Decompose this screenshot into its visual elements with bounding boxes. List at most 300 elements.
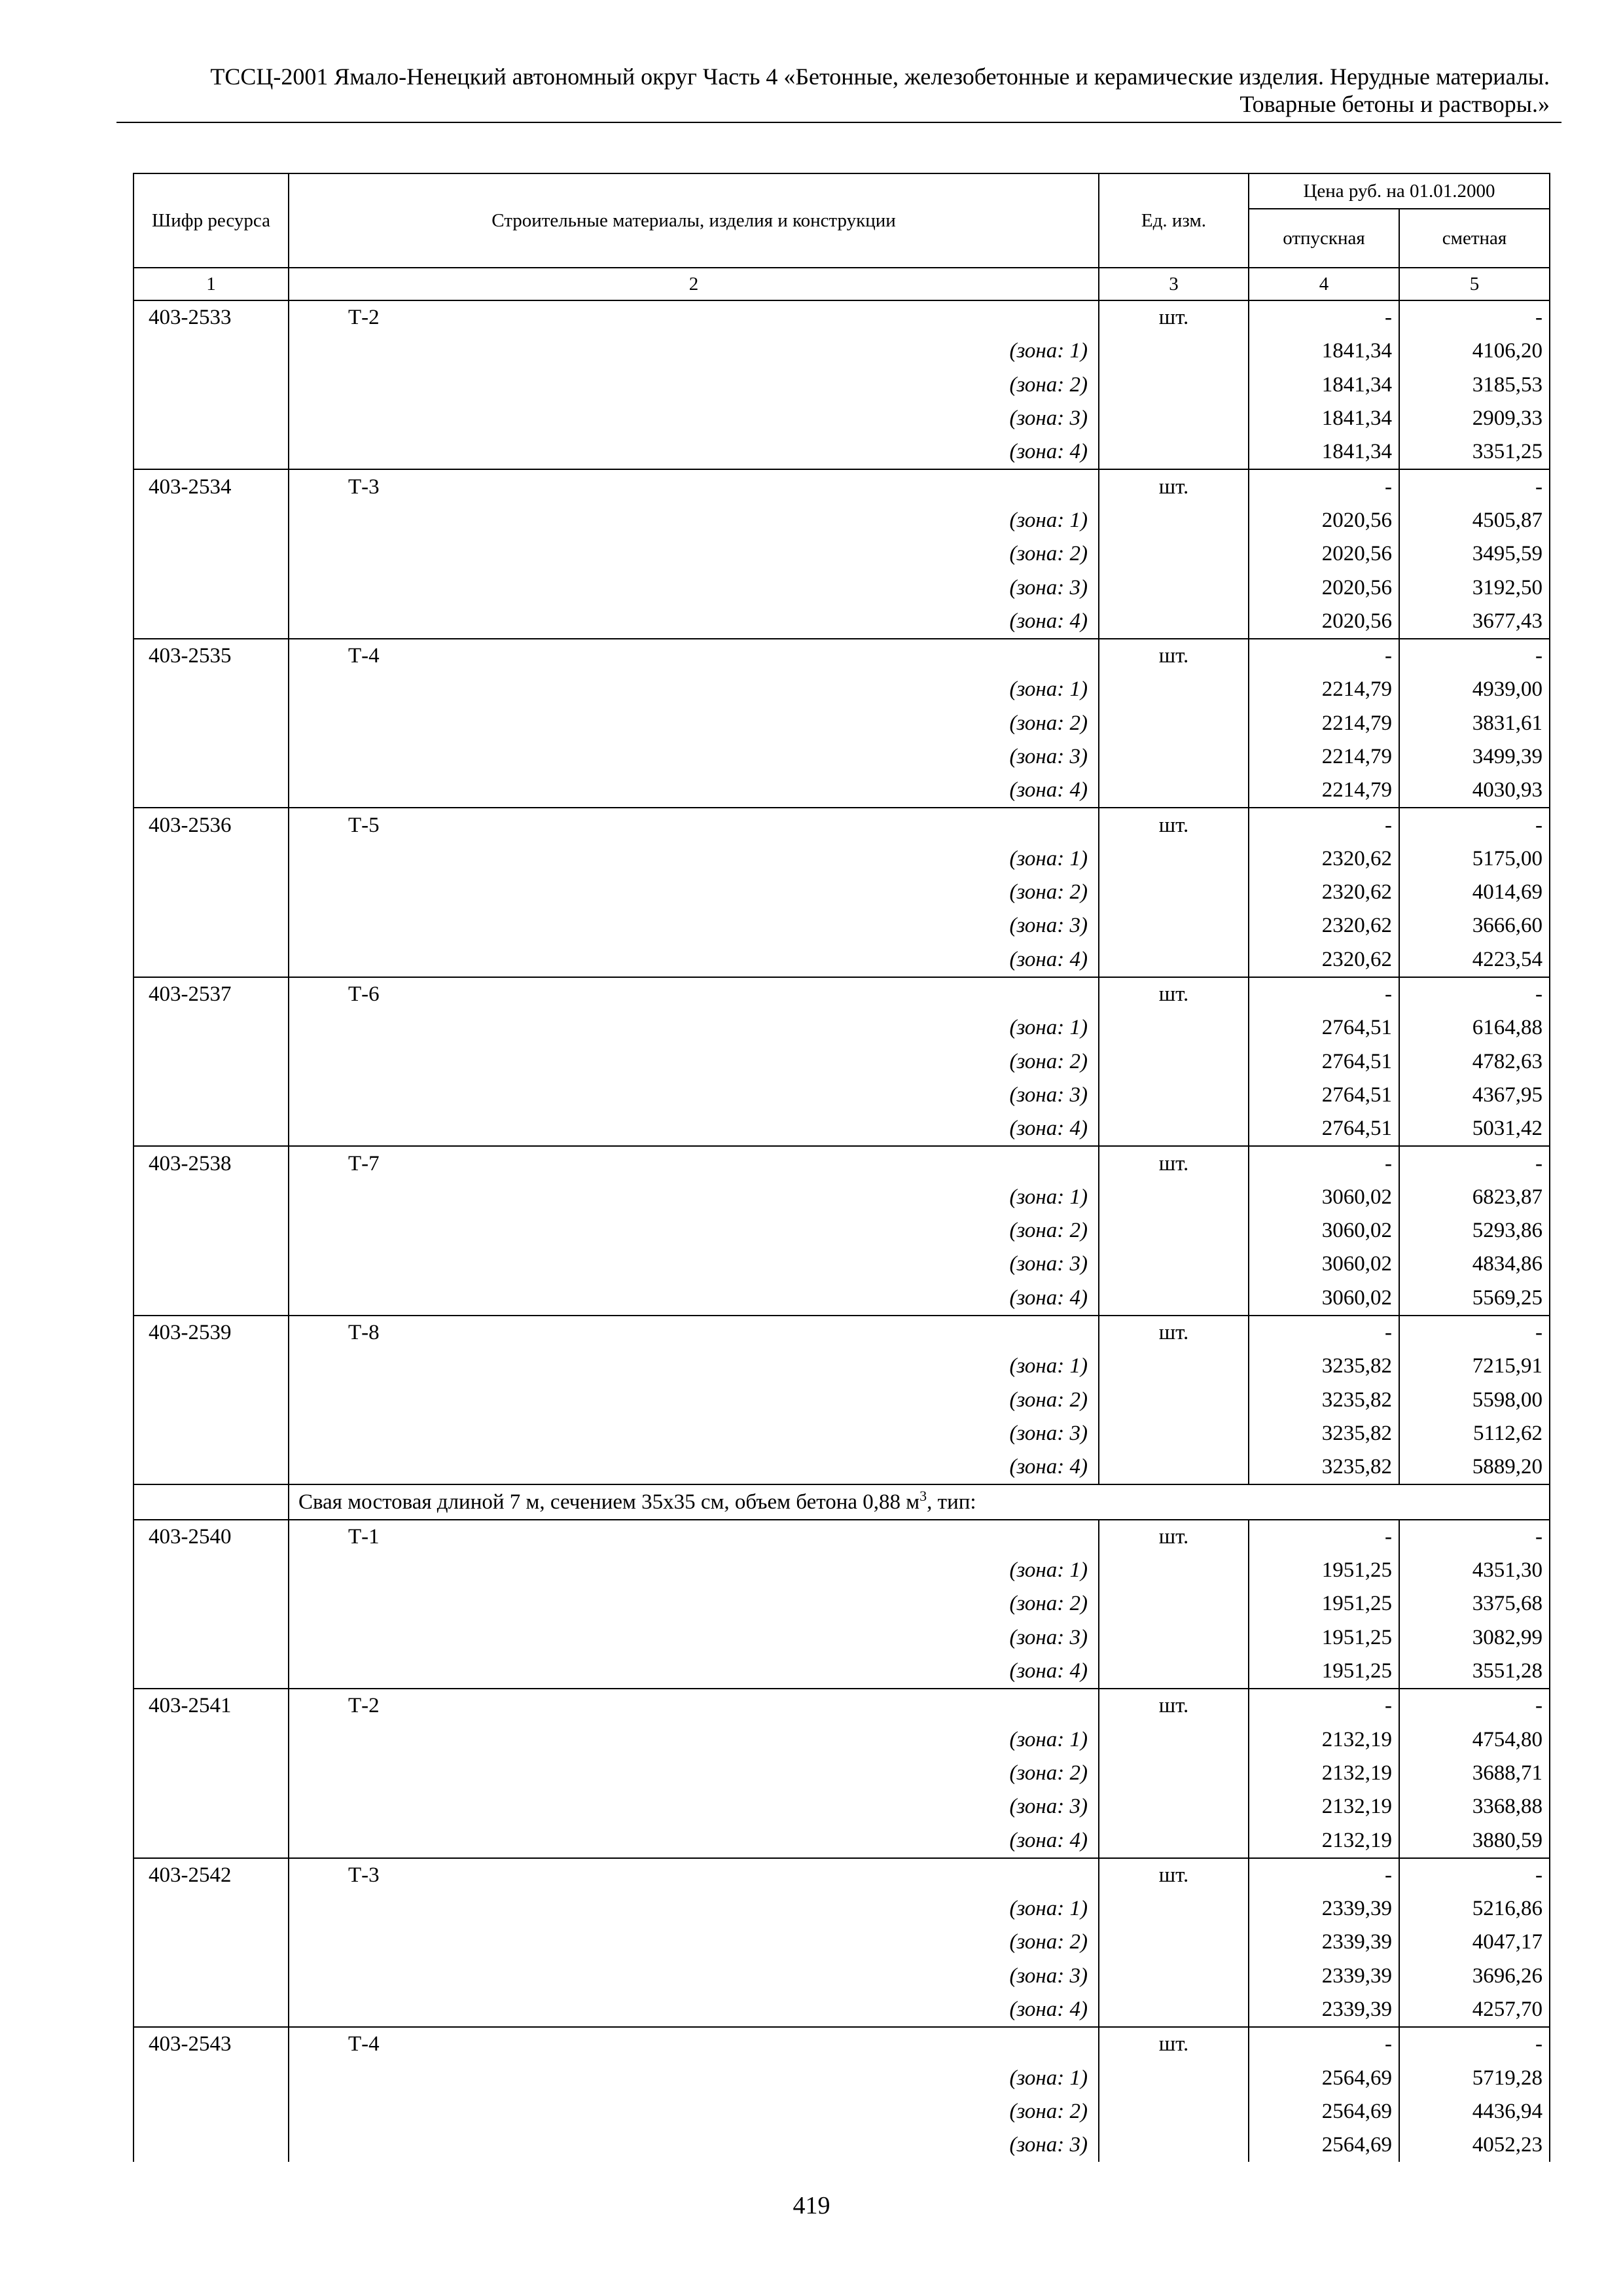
resource-code	[134, 605, 289, 639]
resource-code	[134, 1926, 289, 1959]
zone-label: (зона: 4)	[289, 1450, 1099, 1484]
zone-row	[134, 1417, 1550, 1450]
zone-label: (зона: 3)	[289, 1960, 1099, 1993]
release-price: 1951,25	[1249, 1587, 1399, 1621]
col-code-header: Шифр ресурса	[134, 173, 289, 268]
resource-code	[134, 876, 289, 909]
resource-code: 403-2536	[134, 808, 289, 842]
zone-label: (зона: 3)	[289, 1247, 1099, 1281]
resource-code: 403-2540	[134, 1520, 289, 1554]
unit	[1099, 1045, 1249, 1079]
unit	[1099, 774, 1249, 808]
unit	[1099, 1993, 1249, 2027]
table-row	[134, 1689, 1550, 1723]
zone-label: (зона: 2)	[289, 2095, 1099, 2128]
release-price: 2764,51	[1249, 1011, 1399, 1045]
zone-row	[134, 1587, 1550, 1621]
release-price: 2564,69	[1249, 2095, 1399, 2128]
zone-label: (зона: 2)	[289, 1757, 1099, 1790]
estimate-price: 3082,99	[1399, 1621, 1550, 1655]
estimate-price: 3499,39	[1399, 740, 1550, 774]
release-price: -	[1249, 1146, 1399, 1180]
estimate-price: 3666,60	[1399, 909, 1550, 942]
zone-label: (зона: 1)	[289, 673, 1099, 706]
resource-code	[134, 673, 289, 706]
release-price: 3235,82	[1249, 1450, 1399, 1484]
release-price: 3235,82	[1249, 1350, 1399, 1383]
estimate-price: 5293,86	[1399, 1214, 1550, 1247]
release-price: 2564,69	[1249, 2061, 1399, 2094]
release-price: 2764,51	[1249, 1112, 1399, 1146]
item-name: Т-3	[289, 469, 1099, 503]
estimate-price: 4257,70	[1399, 1993, 1550, 2027]
zone-label: (зона: 4)	[289, 1112, 1099, 1146]
estimate-price: 5216,86	[1399, 1892, 1550, 1926]
unit	[1099, 1384, 1249, 1417]
release-price: -	[1249, 1520, 1399, 1554]
estimate-price: -	[1399, 300, 1550, 334]
unit	[1099, 1112, 1249, 1146]
zone-row	[134, 876, 1550, 909]
release-price: 2132,19	[1249, 1790, 1399, 1823]
estimate-price: 5031,42	[1399, 1112, 1550, 1146]
zone-row	[134, 2128, 1550, 2162]
estimate-price: 4782,63	[1399, 1045, 1550, 1079]
estimate-price: 4106,20	[1399, 334, 1550, 368]
zone-label: (зона: 4)	[289, 1655, 1099, 1689]
unit	[1099, 2095, 1249, 2128]
release-price: 2132,19	[1249, 1757, 1399, 1790]
col-number: 4	[1249, 268, 1399, 300]
zone-label: (зона: 4)	[289, 943, 1099, 977]
zone-row	[134, 1045, 1550, 1079]
release-price: 2132,19	[1249, 1723, 1399, 1756]
zone-label: (зона: 3)	[289, 402, 1099, 435]
col-number: 1	[134, 268, 289, 300]
table-row	[134, 1858, 1550, 1892]
release-price: 2764,51	[1249, 1079, 1399, 1112]
release-price: 2564,69	[1249, 2128, 1399, 2162]
zone-row	[134, 537, 1550, 571]
release-price: 2764,51	[1249, 1045, 1399, 1079]
unit	[1099, 1621, 1249, 1655]
zone-label: (зона: 2)	[289, 1926, 1099, 1959]
zone-label: (зона: 2)	[289, 1214, 1099, 1247]
unit	[1099, 1723, 1249, 1756]
unit	[1099, 1011, 1249, 1045]
estimate-price: 4367,95	[1399, 1079, 1550, 1112]
header-line-1: ТССЦ-2001 Ямало-Ненецкий автономный округ Часть 4 «Бетонные, железобетонные и керамические изделия. Нерудные материалы.	[210, 63, 1550, 90]
unit	[1099, 943, 1249, 977]
unit	[1099, 571, 1249, 604]
resource-code: 403-2533	[134, 300, 289, 334]
price-table	[133, 173, 1550, 2162]
estimate-price: -	[1399, 1520, 1550, 1554]
resource-code	[134, 334, 289, 368]
unit: шт.	[1099, 1689, 1249, 1723]
estimate-price: 7215,91	[1399, 1350, 1550, 1383]
zone-label: (зона: 1)	[289, 334, 1099, 368]
resource-code	[134, 1790, 289, 1823]
release-price: -	[1249, 1316, 1399, 1350]
unit: шт.	[1099, 1316, 1249, 1350]
resource-code	[134, 537, 289, 571]
zone-row	[134, 673, 1550, 706]
resource-code	[134, 1587, 289, 1621]
table-row	[134, 469, 1550, 503]
unit	[1099, 2128, 1249, 2162]
zone-label: (зона: 3)	[289, 1079, 1099, 1112]
col-number: 3	[1099, 268, 1249, 300]
estimate-price: 4436,94	[1399, 2095, 1550, 2128]
unit	[1099, 1554, 1249, 1587]
estimate-price: 3375,68	[1399, 1587, 1550, 1621]
estimate-price: -	[1399, 639, 1550, 673]
resource-code	[134, 571, 289, 604]
table-row	[134, 977, 1550, 1011]
estimate-price: 4030,93	[1399, 774, 1550, 808]
zone-row	[134, 334, 1550, 368]
item-name: Т-7	[289, 1146, 1099, 1180]
zone-label: (зона: 2)	[289, 876, 1099, 909]
unit: шт.	[1099, 1146, 1249, 1180]
resource-code	[134, 1214, 289, 1247]
release-price: 3060,02	[1249, 1181, 1399, 1214]
release-price: 3060,02	[1249, 1282, 1399, 1316]
zone-row	[134, 1112, 1550, 1146]
release-price: 1951,25	[1249, 1655, 1399, 1689]
resource-code	[134, 1723, 289, 1756]
estimate-price: 4351,30	[1399, 1554, 1550, 1587]
resource-code	[134, 504, 289, 537]
column-number-row	[134, 268, 1550, 300]
resource-code	[134, 774, 289, 808]
zone-label: (зона: 3)	[289, 1790, 1099, 1823]
resource-code	[134, 1181, 289, 1214]
release-price: -	[1249, 2027, 1399, 2061]
zone-label: (зона: 2)	[289, 1587, 1099, 1621]
resource-code	[134, 2061, 289, 2094]
unit	[1099, 504, 1249, 537]
release-price: 2020,56	[1249, 504, 1399, 537]
zone-label: (зона: 2)	[289, 368, 1099, 402]
item-name: Т-2	[289, 300, 1099, 334]
section-title	[289, 1484, 1550, 1519]
resource-code: 403-2538	[134, 1146, 289, 1180]
col-estimate-header: сметная	[1399, 209, 1550, 268]
zone-row	[134, 605, 1550, 639]
release-price: -	[1249, 1858, 1399, 1892]
release-price: 2320,62	[1249, 876, 1399, 909]
col-release-header: отпускная	[1249, 209, 1399, 268]
estimate-price: 4505,87	[1399, 504, 1550, 537]
release-price: 3235,82	[1249, 1417, 1399, 1450]
unit	[1099, 1350, 1249, 1383]
release-price: 2339,39	[1249, 1892, 1399, 1926]
estimate-price: 4047,17	[1399, 1926, 1550, 1959]
zone-row	[134, 1655, 1550, 1689]
resource-code: 403-2534	[134, 469, 289, 503]
release-price: 2339,39	[1249, 1960, 1399, 1993]
release-price: 1951,25	[1249, 1621, 1399, 1655]
table-row	[134, 300, 1550, 334]
estimate-price: 5719,28	[1399, 2061, 1550, 2094]
unit: шт.	[1099, 1858, 1249, 1892]
zone-label: (зона: 3)	[289, 1417, 1099, 1450]
unit	[1099, 402, 1249, 435]
zone-row	[134, 707, 1550, 740]
item-name: Т-2	[289, 1689, 1099, 1723]
estimate-price: -	[1399, 1316, 1550, 1350]
resource-code	[134, 1247, 289, 1281]
zone-label: (зона: 2)	[289, 537, 1099, 571]
release-price: 1841,34	[1249, 435, 1399, 469]
release-price: 2020,56	[1249, 537, 1399, 571]
zone-row	[134, 1214, 1550, 1247]
estimate-price: 4834,86	[1399, 1247, 1550, 1281]
release-price: 3060,02	[1249, 1247, 1399, 1281]
zone-label: (зона: 1)	[289, 842, 1099, 876]
unit	[1099, 1655, 1249, 1689]
estimate-price: 3677,43	[1399, 605, 1550, 639]
page-number: 419	[793, 2192, 830, 2219]
col-price-group-header: Цена руб. на 01.01.2000	[1249, 173, 1550, 209]
header-rule	[116, 122, 1561, 123]
estimate-price: 2909,33	[1399, 402, 1550, 435]
release-price: -	[1249, 977, 1399, 1011]
resource-code	[134, 943, 289, 977]
unit	[1099, 1823, 1249, 1857]
section-code-cell	[134, 1484, 289, 1519]
release-price: -	[1249, 469, 1399, 503]
estimate-price: 3185,53	[1399, 368, 1550, 402]
release-price: 2132,19	[1249, 1823, 1399, 1857]
zone-row	[134, 2061, 1550, 2094]
estimate-price: 3551,28	[1399, 1655, 1550, 1689]
unit	[1099, 1079, 1249, 1112]
item-name: Т-4	[289, 639, 1099, 673]
zone-label: (зона: 1)	[289, 1892, 1099, 1926]
resource-code	[134, 1282, 289, 1316]
section-text: Свая мостовая длиной 7 м, сечением 35х35 см, объем бетона 0,88 м	[298, 1490, 920, 1514]
zone-label: (зона: 2)	[289, 707, 1099, 740]
estimate-price: -	[1399, 469, 1550, 503]
zone-row	[134, 740, 1550, 774]
resource-code	[134, 1655, 289, 1689]
zone-label: (зона: 4)	[289, 1282, 1099, 1316]
release-price: -	[1249, 300, 1399, 334]
resource-code: 403-2537	[134, 977, 289, 1011]
zone-row	[134, 402, 1550, 435]
release-price: 2339,39	[1249, 1926, 1399, 1959]
zone-label: (зона: 3)	[289, 1621, 1099, 1655]
zone-label: (зона: 1)	[289, 1181, 1099, 1214]
estimate-price: 3351,25	[1399, 435, 1550, 469]
resource-code	[134, 740, 289, 774]
table-row	[134, 1146, 1550, 1180]
resource-code	[134, 402, 289, 435]
col-name-header: Строительные материалы, изделия и конструкции	[289, 173, 1099, 268]
unit	[1099, 842, 1249, 876]
estimate-price: -	[1399, 1146, 1550, 1180]
table-header	[134, 173, 1550, 300]
zone-row	[134, 1247, 1550, 1281]
estimate-price: 4223,54	[1399, 943, 1550, 977]
zone-label: (зона: 3)	[289, 909, 1099, 942]
table-row	[134, 2027, 1550, 2061]
unit	[1099, 1214, 1249, 1247]
col-number: 2	[289, 268, 1099, 300]
zone-row	[134, 774, 1550, 808]
unit	[1099, 1587, 1249, 1621]
item-name: Т-1	[289, 1520, 1099, 1554]
estimate-price: 5889,20	[1399, 1450, 1550, 1484]
zone-row	[134, 435, 1550, 469]
zone-label: (зона: 2)	[289, 1045, 1099, 1079]
table-body	[134, 300, 1550, 2162]
estimate-price: -	[1399, 1858, 1550, 1892]
table-row	[134, 639, 1550, 673]
zone-row	[134, 1993, 1550, 2027]
zone-row	[134, 504, 1550, 537]
zone-label: (зона: 1)	[289, 1011, 1099, 1045]
release-price: 2214,79	[1249, 740, 1399, 774]
zone-row	[134, 1790, 1550, 1823]
estimate-price: 5569,25	[1399, 1282, 1550, 1316]
zone-row	[134, 1960, 1550, 1993]
zone-row	[134, 1892, 1550, 1926]
release-price: 2339,39	[1249, 1993, 1399, 2027]
zone-row	[134, 909, 1550, 942]
unit	[1099, 740, 1249, 774]
resource-code	[134, 842, 289, 876]
release-price: 2320,62	[1249, 943, 1399, 977]
resource-code: 403-2543	[134, 2027, 289, 2061]
resource-code	[134, 1417, 289, 1450]
table-row	[134, 1520, 1550, 1554]
release-price: 3235,82	[1249, 1384, 1399, 1417]
zone-label: (зона: 1)	[289, 504, 1099, 537]
release-price: 2214,79	[1249, 774, 1399, 808]
zone-row	[134, 943, 1550, 977]
zone-label: (зона: 1)	[289, 1350, 1099, 1383]
unit	[1099, 334, 1249, 368]
estimate-price: 4939,00	[1399, 673, 1550, 706]
release-price: 1841,34	[1249, 402, 1399, 435]
unit	[1099, 1417, 1249, 1450]
zone-label: (зона: 1)	[289, 1723, 1099, 1756]
zone-row	[134, 368, 1550, 402]
zone-row	[134, 1926, 1550, 1959]
zone-row	[134, 1282, 1550, 1316]
estimate-price: -	[1399, 1689, 1550, 1723]
zone-label: (зона: 3)	[289, 571, 1099, 604]
col-unit-header: Ед. изм.	[1099, 173, 1249, 268]
release-price: 2020,56	[1249, 605, 1399, 639]
release-price: 2214,79	[1249, 707, 1399, 740]
estimate-price: 6164,88	[1399, 1011, 1550, 1045]
release-price: -	[1249, 639, 1399, 673]
estimate-price: 3368,88	[1399, 1790, 1550, 1823]
zone-row	[134, 1823, 1550, 1857]
resource-code	[134, 1011, 289, 1045]
estimate-price: 4014,69	[1399, 876, 1550, 909]
release-price: 2320,62	[1249, 842, 1399, 876]
header-line-2: Товарные бетоны и растворы.»	[1240, 91, 1550, 117]
estimate-price: -	[1399, 977, 1550, 1011]
section-suffix: , тип:	[927, 1490, 976, 1514]
estimate-price: 6823,87	[1399, 1181, 1550, 1214]
resource-code	[134, 1960, 289, 1993]
zone-label: (зона: 4)	[289, 774, 1099, 808]
item-name: Т-6	[289, 977, 1099, 1011]
resource-code: 403-2539	[134, 1316, 289, 1350]
release-price: 2020,56	[1249, 571, 1399, 604]
unit: шт.	[1099, 2027, 1249, 2061]
unit	[1099, 1790, 1249, 1823]
unit	[1099, 368, 1249, 402]
item-name: Т-5	[289, 808, 1099, 842]
estimate-price: 3495,59	[1399, 537, 1550, 571]
resource-code	[134, 1554, 289, 1587]
resource-code: 403-2535	[134, 639, 289, 673]
zone-label: (зона: 3)	[289, 2128, 1099, 2162]
resource-code: 403-2541	[134, 1689, 289, 1723]
item-name: Т-3	[289, 1858, 1099, 1892]
table-row	[134, 808, 1550, 842]
zone-row	[134, 1011, 1550, 1045]
resource-code	[134, 1823, 289, 1857]
resource-code	[134, 1993, 289, 2027]
zone-row	[134, 842, 1550, 876]
unit	[1099, 1926, 1249, 1959]
resource-code	[134, 1045, 289, 1079]
release-price: 1951,25	[1249, 1554, 1399, 1587]
resource-code	[134, 1450, 289, 1484]
resource-code	[134, 2128, 289, 2162]
release-price: 2320,62	[1249, 909, 1399, 942]
zone-row	[134, 1621, 1550, 1655]
unit: шт.	[1099, 1520, 1249, 1554]
unit: шт.	[1099, 469, 1249, 503]
unit	[1099, 1282, 1249, 1316]
resource-code	[134, 1112, 289, 1146]
estimate-price: -	[1399, 808, 1550, 842]
unit	[1099, 1450, 1249, 1484]
estimate-price: 5598,00	[1399, 1384, 1550, 1417]
zone-row	[134, 1723, 1550, 1756]
resource-code	[134, 1892, 289, 1926]
unit	[1099, 1757, 1249, 1790]
unit	[1099, 909, 1249, 942]
estimate-price: 4754,80	[1399, 1723, 1550, 1756]
unit: шт.	[1099, 639, 1249, 673]
unit	[1099, 537, 1249, 571]
estimate-price: 3880,59	[1399, 1823, 1550, 1857]
estimate-price: 5112,62	[1399, 1417, 1550, 1450]
unit: шт.	[1099, 808, 1249, 842]
resource-code	[134, 909, 289, 942]
resource-code	[134, 368, 289, 402]
release-price: 2214,79	[1249, 673, 1399, 706]
zone-row	[134, 1757, 1550, 1790]
release-price: 3060,02	[1249, 1214, 1399, 1247]
zone-row	[134, 1450, 1550, 1484]
estimate-price: 4052,23	[1399, 2128, 1550, 2162]
resource-code	[134, 1384, 289, 1417]
item-name: Т-4	[289, 2027, 1099, 2061]
zone-row	[134, 1079, 1550, 1112]
